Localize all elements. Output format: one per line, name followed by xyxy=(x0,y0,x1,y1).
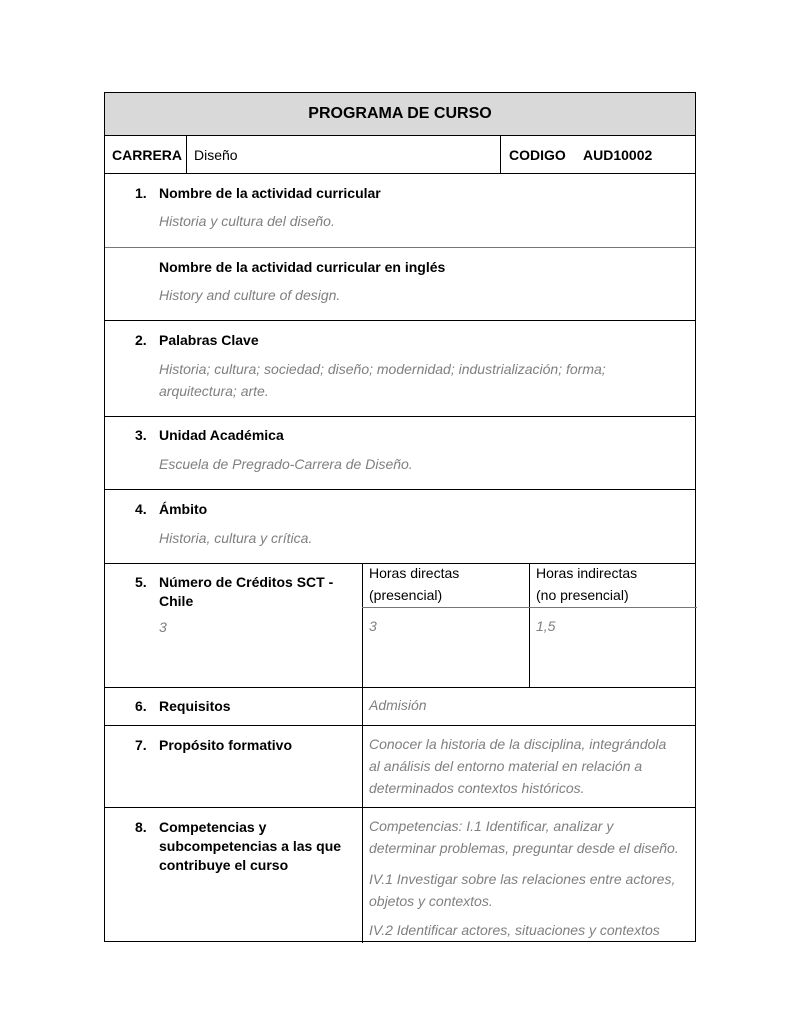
direct-hours-label-line1: Horas directas xyxy=(369,565,460,581)
codigo-value: AUD10002 xyxy=(583,147,653,163)
section-2-title: Palabras Clave xyxy=(159,332,259,348)
section-5-title-line1: Número de Créditos SCT - xyxy=(159,574,334,590)
section-7-value-line3: determinados contextos históricos. xyxy=(369,780,585,796)
divider xyxy=(105,173,695,174)
divider xyxy=(186,135,187,173)
divider xyxy=(105,725,695,726)
carrera-value: Diseño xyxy=(194,147,238,163)
section-6-title: Requisitos xyxy=(159,698,231,714)
section-8-title-line2: subcompetencias a las que xyxy=(159,838,342,854)
indirect-hours-label-line1: Horas indirectas xyxy=(536,565,638,581)
section-6-number: 6. xyxy=(135,698,147,714)
competencias-p3-line1: IV.2 Identificar actores, situaciones y contextos xyxy=(369,922,660,938)
divider xyxy=(105,687,695,688)
section-8-number: 8. xyxy=(135,819,147,835)
divider xyxy=(105,416,695,417)
direct-hours-value: 3 xyxy=(369,618,377,634)
indirect-hours-value: 1,5 xyxy=(536,618,556,634)
divider xyxy=(529,563,530,687)
section-1b-title: Nombre de la actividad curricular en inglés xyxy=(159,259,446,275)
divider xyxy=(105,489,695,490)
section-5-credits: 3 xyxy=(159,619,167,635)
document-title: PROGRAMA DE CURSO xyxy=(308,105,492,122)
competencias-p2-line2: objetos y contextos. xyxy=(369,893,493,909)
section-8-title-line1: Competencias y xyxy=(159,819,267,835)
section-1-value: Historia y cultura del diseño. xyxy=(159,213,335,229)
course-program-table xyxy=(104,92,696,942)
section-7-value-line1: Conocer la historia de la disciplina, integrándola xyxy=(369,736,667,752)
section-4-number: 4. xyxy=(135,501,147,517)
section-6-value: Admisión xyxy=(369,697,427,713)
section-7-value-line2: al análisis del entorno material en relación a xyxy=(369,758,643,774)
section-1b-value: History and culture of design. xyxy=(159,287,341,303)
divider xyxy=(362,607,697,608)
section-3-number: 3. xyxy=(135,427,147,443)
indirect-hours-label-line2: (no presencial) xyxy=(536,587,629,603)
competencias-p1-line1: Competencias: I.1 Identificar, analizar y xyxy=(369,818,614,834)
section-1-title: Nombre de la actividad curricular xyxy=(159,185,381,201)
competencias-p2-line1: IV.1 Investigar sobre las relaciones entre actores, xyxy=(369,871,676,887)
direct-hours-label-line2: (presencial) xyxy=(369,587,443,603)
divider xyxy=(362,563,363,943)
section-3-value: Escuela de Pregrado-Carrera de Diseño. xyxy=(159,456,413,472)
section-4-value: Historia, cultura y crítica. xyxy=(159,530,313,546)
divider xyxy=(105,247,695,248)
section-5-title-line2: Chile xyxy=(159,593,194,609)
section-7-number: 7. xyxy=(135,737,147,753)
section-4-title: Ámbito xyxy=(159,501,208,517)
section-5-number: 5. xyxy=(135,574,147,590)
section-8-title-line3: contribuye el curso xyxy=(159,857,289,873)
section-1-number: 1. xyxy=(135,185,147,201)
section-7-title: Propósito formativo xyxy=(159,737,293,753)
carrera-label: CARRERA xyxy=(112,147,182,163)
codigo-label: CODIGO xyxy=(509,147,566,163)
section-2-number: 2. xyxy=(135,332,147,348)
divider xyxy=(105,135,695,136)
divider xyxy=(105,807,695,808)
section-3-title: Unidad Académica xyxy=(159,427,284,443)
divider xyxy=(105,320,695,321)
competencias-p1-line2: determinar problemas, preguntar desde el diseño. xyxy=(369,840,679,856)
section-2-value-line1: Historia; cultura; sociedad; diseño; modernidad; industrialización; forma; xyxy=(159,361,606,377)
section-2-value-line2: arquitectura; arte. xyxy=(159,383,269,399)
divider xyxy=(500,135,501,173)
